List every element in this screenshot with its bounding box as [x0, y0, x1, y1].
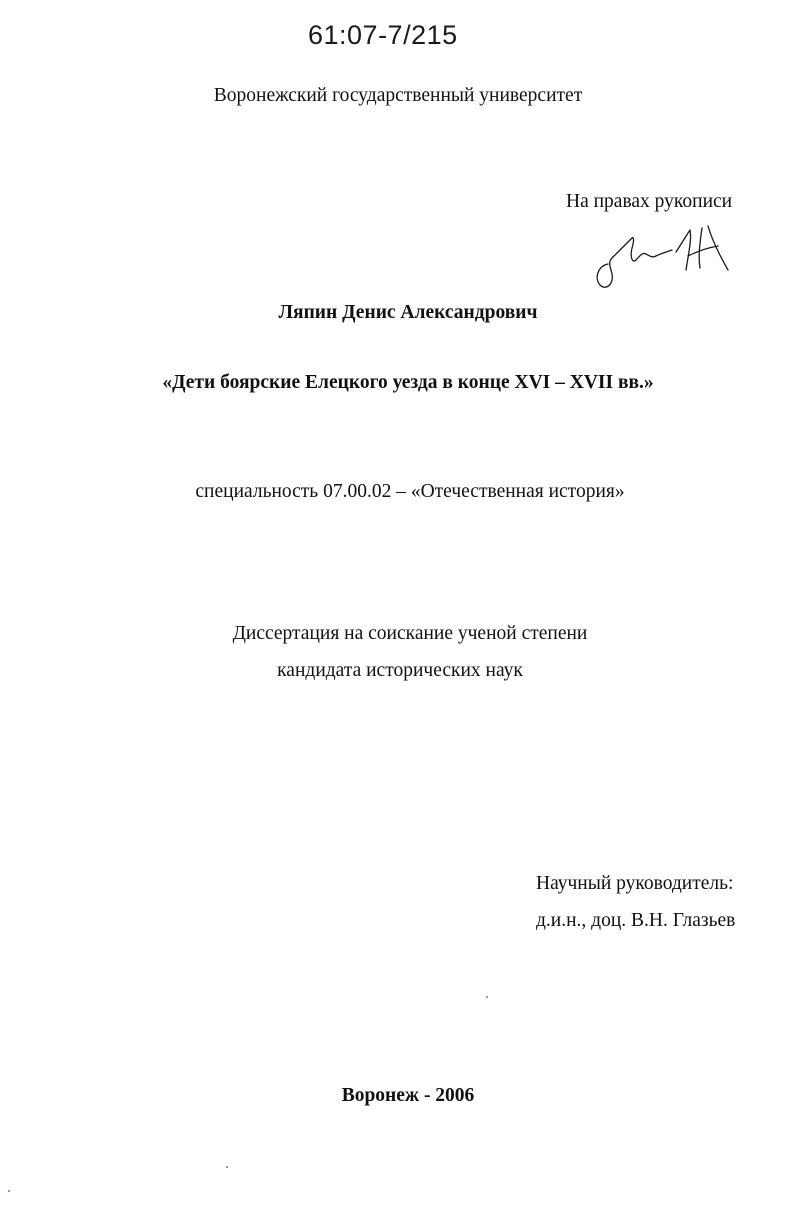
dissertation-title: «Дети боярские Елецкого уезда в конце XVI – XVII вв.»	[162, 372, 654, 393]
university-name: Воронежский государственный университет	[213, 85, 583, 106]
degree-line-2: кандидата исторических наук	[277, 660, 523, 681]
supervisor-label: Научный руководитель:	[536, 873, 734, 894]
specialty-line: специальность 07.00.02 – «Отечественная история»	[195, 481, 625, 502]
scan-speck	[8, 1190, 10, 1192]
scan-speck	[226, 1166, 228, 1168]
scan-speck	[486, 996, 488, 998]
degree-line-1: Диссертация на соискание ученой степени	[232, 623, 588, 644]
author-name: Ляпин Денис Александрович	[278, 302, 538, 323]
supervisor-name: д.и.н., доц. В.Н. Глазьев	[536, 910, 736, 931]
catalog-number-stamp: 61:07-7/215	[308, 20, 458, 50]
handwritten-signature	[590, 222, 740, 294]
manuscript-rights-note: На правах рукописи	[566, 191, 733, 212]
place-and-year: Воронеж - 2006	[341, 1085, 475, 1106]
